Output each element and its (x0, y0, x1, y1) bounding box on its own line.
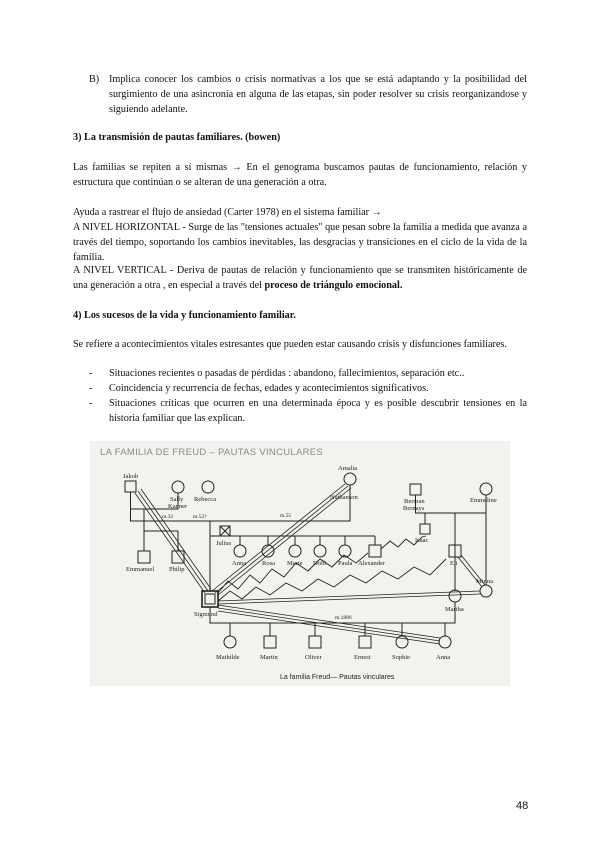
julius-name: Julius (216, 540, 232, 547)
genogram-caption: La familia Freud— Pautas vinculares (280, 674, 395, 681)
sigmund-minna-relation (218, 591, 480, 601)
sally-symbol (172, 481, 184, 493)
list-item-text: Implica conocer los cambios o crisis normativas a los que se está adaptando y la posibilidad del surgimiento de una asincronía en alguna de las etapas, sin poder resolver su crisis reorganizandose y siguiendo adelante. (109, 74, 527, 115)
dolfi-name: Dolfi (313, 560, 327, 567)
section-3-paragraph-2: Ayuda a rastrear el flujo de ansiedad (Carter 1978) en el sistema familiar → (73, 207, 382, 218)
sigmund-anna-relation (218, 605, 440, 638)
martin-symbol (264, 636, 276, 648)
emotional-triangle-term: proceso de triángulo emocional. (264, 280, 403, 291)
martin-name: Martin (260, 654, 278, 661)
minna-name: Minna (476, 578, 493, 585)
genogram-svg (90, 441, 510, 686)
amalia-symbol (344, 473, 356, 485)
rebecca-name: Rebecca (194, 496, 217, 503)
isaac-name: Isaac (415, 537, 429, 544)
paula-name: Paula (338, 560, 353, 567)
amalia-sigmund-relation (212, 484, 345, 591)
page-number: 48 (516, 800, 529, 812)
emmeline-name: Emmeline (470, 497, 497, 504)
sigmund-name: Sigmund (194, 611, 218, 618)
marriage-m1886: m.1886 (335, 615, 352, 621)
isaac-symbol (420, 524, 430, 534)
philip-name: Philip (169, 566, 185, 573)
dolfi-symbol (314, 545, 326, 557)
emmeline-symbol (480, 483, 492, 495)
mathilde-symbol (224, 636, 236, 648)
horizontal-level-paragraph: A NIVEL HORIZONTAL - Surge de las "tensiones actuales" que pesan sobre la familia a medida que avanza a través del tiempo, soportando los cambios inevitables, las desgracias y transiciones en el ciclo de la vida de la familia. (73, 222, 527, 263)
mathilde-name: Mathilde (216, 654, 240, 661)
rosa-name: Rosa (262, 560, 275, 567)
list-item-label: B) (89, 74, 100, 85)
vertical-level-paragraph (73, 263, 527, 293)
marie-symbol (289, 545, 301, 557)
rebecca-symbol (202, 481, 214, 493)
marriage-m55: m.55 (280, 513, 292, 519)
freud-genogram-figure (90, 441, 510, 686)
alexander-symbol (369, 545, 381, 557)
section-3-paragraph-1: Las familias se repiten a sí mismas → En el genograma buscamos pautas de funcionamiento, relación y estructura que continúan o se alteran de una generación a otra. (73, 162, 527, 188)
bullet-dash: - (89, 398, 93, 409)
alexander-name: Alexander (358, 560, 386, 567)
anna-name: Anna (232, 560, 247, 567)
sigmund-symbol (202, 591, 218, 607)
ernest-name: Ernest (354, 654, 371, 661)
section-4-heading: 4) Los sucesos de la vida y funcionamiento familiar. (73, 310, 296, 321)
jakob-symbol (125, 481, 136, 492)
emmanuel-name: Emmanuel (126, 566, 155, 573)
berman-symbol (410, 484, 421, 495)
anna-daughter-symbol (439, 636, 451, 648)
sigmund-eli-conflict-line (218, 559, 446, 601)
oliver-name: Oliver (305, 654, 322, 661)
list-item-text: Situaciones recientes o pasadas de pérdidas : abandono, fallecimientos, separación etc.. (109, 368, 465, 379)
vertical-level-text: A NIVEL VERTICAL - Deriva de pautas de relación y funcionamiento que se transmiten históricamente de una generación a otra , en especial a través del (73, 265, 527, 291)
list-item-text: Coincidencia y recurrencia de fechas, edades y acontecimientos significativos. (109, 383, 429, 394)
list-item-text: Situaciones críticas que ocurren en una determinada época y es posible descubrir tensiones en la historia familiar que las explican. (109, 398, 527, 424)
eli-name: Eli (450, 560, 458, 567)
section-3-heading: 3) La transmisión de pautas familiares. (bowen) (73, 132, 281, 143)
anna-symbol (234, 545, 246, 557)
ernest-symbol (359, 636, 371, 648)
jakob-name: Jakob (123, 473, 139, 480)
marie-name: Marie (287, 560, 303, 567)
sally-name: Sally (170, 496, 184, 503)
marriage-m52: m.52? (193, 514, 207, 520)
anna-daughter-name: Anna (436, 654, 451, 661)
kanner-name: Kanner (168, 503, 188, 510)
philip-symbol (172, 551, 184, 563)
martha-name: Martha (445, 606, 464, 613)
amalia-name: Amalia (338, 465, 358, 472)
sophie-name: Sophie (392, 654, 411, 661)
bernays-name: Bernays (403, 505, 425, 512)
emmanuel-symbol (138, 551, 150, 563)
section-4-intro: Se refiere a acontecimientos vitales estresantes que pueden estar causando crisis y disfunciones familiares. (73, 339, 507, 350)
bullet-dash: - (89, 368, 93, 379)
nathanson-name: Nathanson (330, 494, 358, 501)
bullet-dash: - (89, 383, 93, 394)
genogram-title: LA FAMILIA DE FREUD – PAUTAS VINCULARES (100, 447, 324, 458)
oliver-symbol (309, 636, 321, 648)
marriage-m32: m.32 (162, 514, 174, 520)
berman-name: Berman (404, 498, 425, 505)
